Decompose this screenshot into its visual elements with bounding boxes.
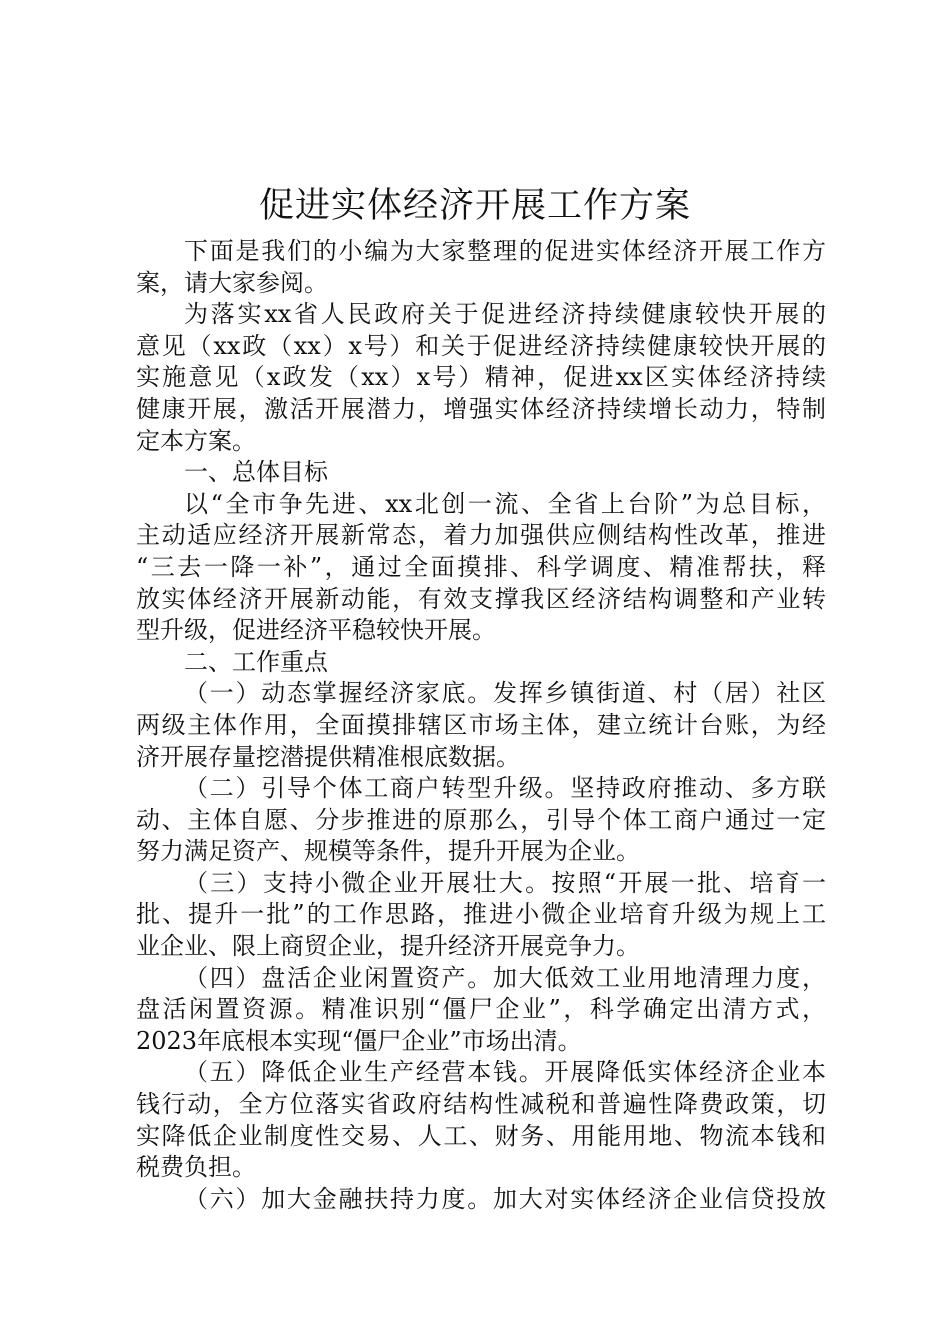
body-text-line: 动、主体自愿、分步推进的原那么，引导个体工商户通过一定 [136, 805, 826, 834]
body-text-line: 实施意见（x政发（xx）x号）精神，促进xx区实体经济持续 [136, 363, 826, 392]
body-text-line: 意见（xx政（xx）x号）和关于促进经济持续健康较快开展的 [136, 331, 826, 360]
body-text-line: 业企业、限上商贸企业，提升经济开展竞争力。 [136, 932, 640, 961]
body-text-line: 两级主体作用，全面摸排辖区市场主体，建立统计台账，为经 [136, 710, 826, 739]
body-text-line: 放实体经济开展新动能，有效支撑我区经济结构调整和产业转 [136, 584, 826, 613]
body-text-line: 为落实xx省人民政府关于促进经济持续健康较快开展的 [184, 300, 826, 329]
body-text-line: 健康开展，激活开展潜力，增强实体经济持续增长动力，特制 [136, 394, 826, 423]
body-text-line: （六）加大金融扶持力度。加大对实体经济企业信贷投放 [184, 1184, 826, 1213]
body-text-line: 努力满足资产、规模等条件，提升开展为企业。 [136, 837, 640, 866]
body-text-line: 型升级，促进经济平稳较快开展。 [136, 616, 496, 645]
body-text-line: “三去一降一补”，通过全面摸排、科学调度、精准帮扶，释 [136, 552, 826, 581]
document-title: 促进实体经济开展工作方案 [258, 186, 691, 226]
body-text-line: 以“全市争先进、xx北创一流、全省上台阶”为总目标， [184, 489, 826, 518]
body-text-line: 济开展存量挖潜提供精准根底数据。 [136, 742, 520, 771]
body-text-line: 一、总体目标 [184, 458, 328, 487]
body-text-line: 2023年底根本实现“僵尸企业”市场出清。 [136, 1026, 582, 1055]
body-text-line: 二、工作重点 [184, 647, 328, 676]
body-text-line: 主动适应经济开展新常态，着力加强供应侧结构性改革，推进 [136, 521, 826, 550]
body-text-line: 盘活闲置资源。精准识别“僵尸企业”，科学确定出清方式， [136, 995, 826, 1024]
body-text-line: （三）支持小微企业开展壮大。按照“开展一批、培育一 [184, 868, 826, 897]
document-body [136, 236, 826, 1215]
body-text-line: 批、提升一批”的工作思路，推进小微企业培育升级为规上工 [136, 900, 826, 929]
body-text-line: 案，请大家参阅。 [136, 268, 328, 297]
body-text-line: （五）降低企业生产经营本钱。开展降低实体经济企业本 [184, 1058, 826, 1087]
body-text-line: 实降低企业制度性交易、人工、财务、用能用地、物流本钱和 [136, 1121, 826, 1150]
body-text-line: 钱行动，全方位落实省政府结构性减税和普遍性降费政策，切 [136, 1090, 826, 1119]
body-text-line: 下面是我们的小编为大家整理的促进实体经济开展工作方 [184, 237, 826, 265]
body-text-line: 定本方案。 [136, 426, 256, 455]
body-text-line: （一）动态掌握经济家底。发挥乡镇街道、村（居）社区 [184, 679, 826, 708]
body-text-line: （四）盘活企业闲置资产。加大低效工业用地清理力度， [184, 963, 826, 992]
body-text-line: （二）引导个体工商户转型升级。坚持政府推动、多方联 [184, 774, 826, 803]
body-text-line: 税费负担。 [136, 1153, 256, 1182]
